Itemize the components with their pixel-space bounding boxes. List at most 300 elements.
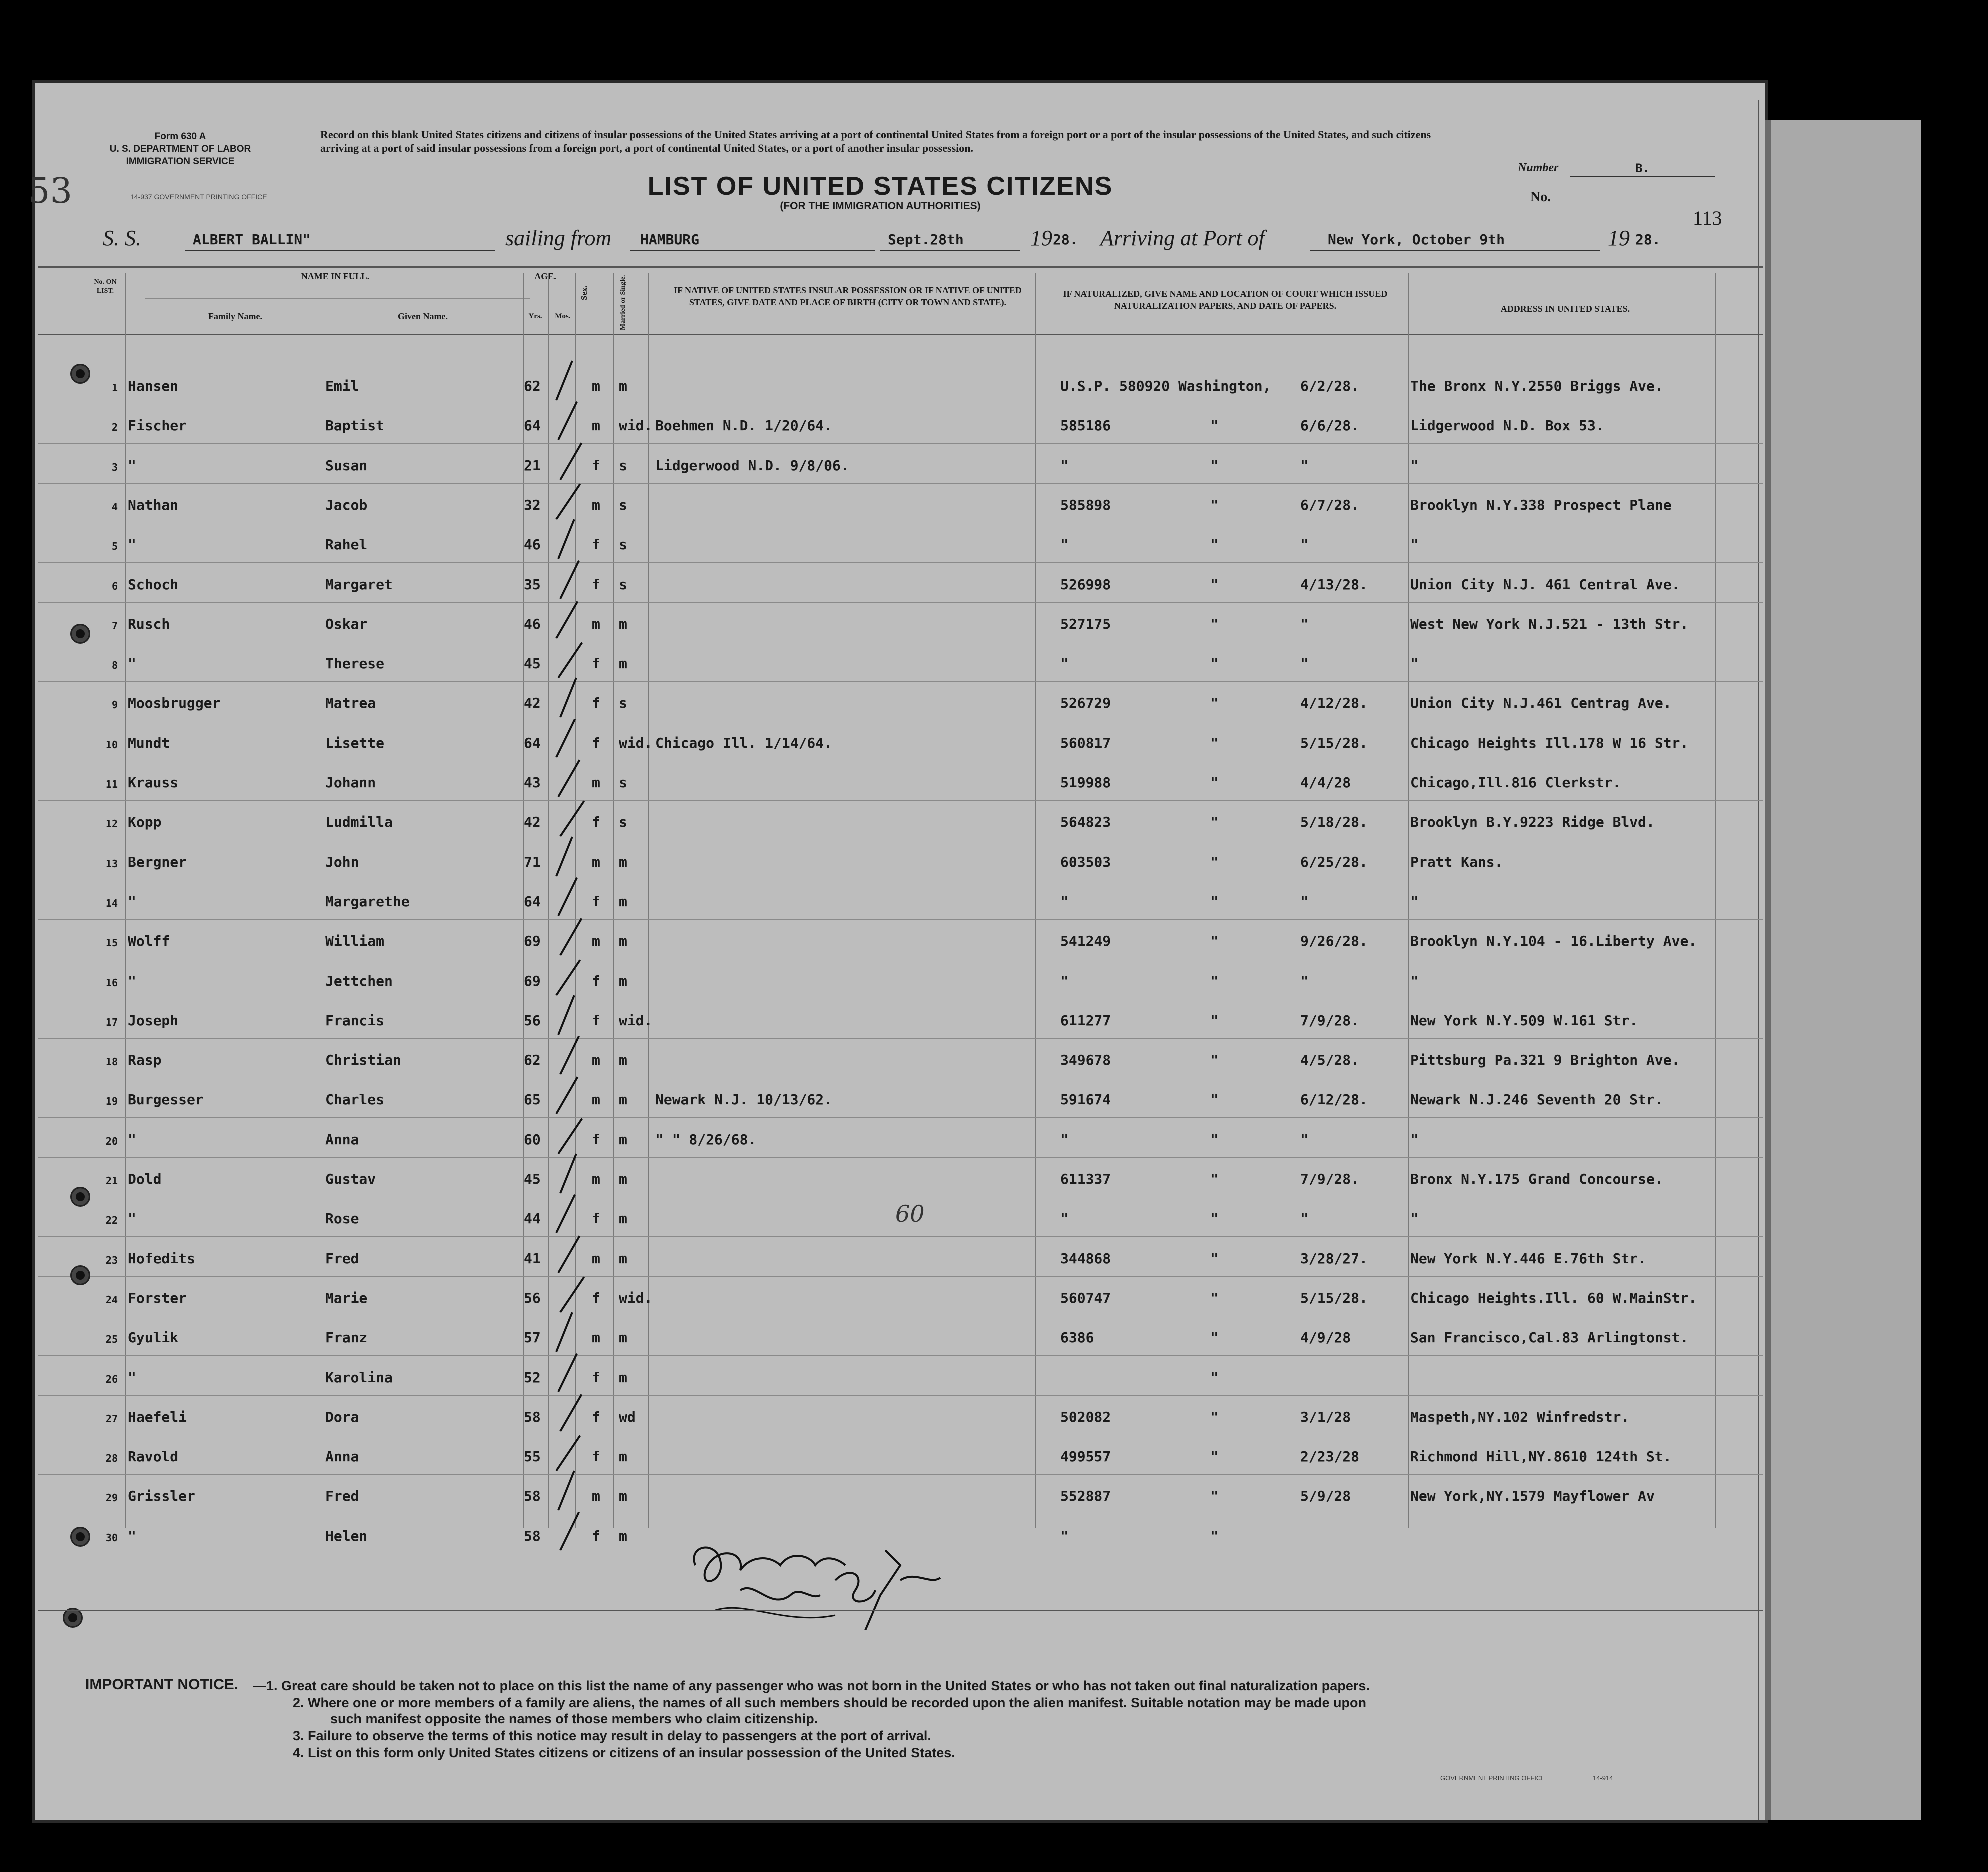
cell-family: Grissler (128, 1488, 195, 1505)
cell-nat-court: " (1210, 1250, 1219, 1267)
cell-nat-date: " (1300, 1131, 1309, 1148)
cell-nat-num: 611337 (1060, 1171, 1111, 1187)
cell-nat-court: " (1210, 774, 1219, 791)
cell-family: " (128, 457, 136, 474)
cell-ms: m (619, 972, 627, 989)
cell-address: West New York N.J.521 - 13th Str. (1410, 615, 1689, 632)
cell-given: Ludmilla (325, 814, 393, 831)
cell-sex: f (592, 1210, 600, 1227)
row-rule (38, 562, 1763, 563)
cell-family: Mundt (128, 734, 170, 751)
cell-given: Dora (325, 1408, 359, 1425)
header-family-name: Family Name. (208, 311, 262, 321)
cell-no: 16 (105, 976, 118, 989)
cell-no: 22 (105, 1214, 118, 1227)
cell-given: Therese (325, 655, 385, 672)
cell-nat-date: 4/4/28 (1300, 774, 1351, 791)
cell-given: Francis (325, 1012, 385, 1029)
cell-nat-court: " (1210, 1488, 1219, 1505)
cell-family: Burgesser (128, 1091, 204, 1108)
cell-family: Forster (128, 1289, 187, 1306)
cell-ms: m (619, 853, 627, 870)
port-to-rule (1310, 250, 1600, 251)
cell-family: Schoch (128, 576, 179, 593)
cell-no: 8 (111, 659, 118, 672)
cell-sex: m (592, 1171, 600, 1187)
cell-nat-court: " (1210, 1131, 1219, 1148)
cell-age: 56 (524, 1012, 541, 1029)
cell-ms: m (619, 1131, 627, 1148)
cell-no: 15 (105, 937, 118, 949)
cell-nat-court: " (1210, 655, 1219, 672)
row-rule (38, 483, 1763, 484)
row-rule (38, 1038, 1763, 1039)
cell-nat-date: " (1300, 893, 1309, 910)
cell-ms: s (619, 536, 627, 553)
cell-nat-date: " (1300, 615, 1309, 632)
notice-top-rule (38, 1610, 1763, 1611)
cell-no: 19 (105, 1095, 118, 1108)
cell-no: 30 (105, 1531, 118, 1544)
cell-age: 62 (524, 378, 541, 394)
cell-nat-court: " (1210, 695, 1219, 712)
col-rule (1408, 273, 1409, 1528)
port-from: HAMBURG (640, 231, 700, 248)
col-rule (1035, 273, 1036, 1528)
cell-nat-num: 526729 (1060, 695, 1111, 712)
cell-nat-court: " (1210, 457, 1219, 474)
cell-no: 6 (111, 580, 118, 592)
cell-address: Maspeth,NY.102 Winfredstr. (1410, 1408, 1630, 1425)
cell-nat-court: " (1210, 576, 1219, 593)
notice-item: —1. Great care should be taken not to place on this list the name of any passenger who was not born in the United States or who has not taken out final naturalization papers. (253, 1678, 1370, 1693)
sheet-right-rule (1758, 100, 1759, 1820)
cell-age: 44 (524, 1210, 541, 1227)
cell-nat-court: " (1210, 1171, 1219, 1187)
cell-given: Franz (325, 1329, 368, 1346)
cell-no: 12 (105, 818, 118, 830)
cell-family: " (128, 1369, 136, 1386)
cell-nat-date: 2/23/28 (1300, 1448, 1360, 1465)
cell-age: 58 (524, 1488, 541, 1505)
number-rule (1570, 176, 1715, 177)
cell-family: Rasp (128, 1052, 162, 1069)
cell-given: Susan (325, 457, 368, 474)
cell-age: 65 (524, 1091, 541, 1108)
cell-age: 45 (524, 655, 541, 672)
cell-nat-date: " (1300, 1210, 1309, 1227)
inspector-signature (685, 1535, 945, 1630)
cell-ms: m (619, 1250, 627, 1267)
cell-address: " (1410, 1131, 1419, 1148)
cell-no: 29 (105, 1492, 118, 1504)
cell-ms: m (619, 1369, 627, 1386)
cell-nat-date: 7/9/28. (1300, 1012, 1360, 1029)
cell-given: Anna (325, 1131, 359, 1148)
cell-nat-num: 349678 (1060, 1052, 1111, 1069)
cell-no: 18 (105, 1056, 118, 1068)
cell-given: Rose (325, 1210, 359, 1227)
cell-address: Pittsburg Pa.321 9 Brighton Ave. (1410, 1052, 1680, 1069)
cell-ms: s (619, 496, 627, 513)
col-rule (613, 273, 614, 1528)
cell-nat-date: 6/7/28. (1300, 496, 1360, 513)
number-value: B. (1635, 161, 1650, 175)
cell-age: 64 (524, 417, 541, 434)
cell-age: 57 (524, 1329, 541, 1346)
notice-item: 4. List on this form only United States citizens or citizens of an insular possession of the United States. (293, 1745, 955, 1760)
row-rule (38, 602, 1763, 603)
cell-no: 23 (105, 1254, 118, 1266)
ss-label: S. S. (103, 226, 141, 250)
year-from: 28. (1053, 231, 1078, 248)
cell-nat-date: 4/12/28. (1300, 695, 1368, 712)
cell-address: " (1410, 655, 1419, 672)
punch-hole (70, 1527, 90, 1547)
cell-given: Helen (325, 1527, 368, 1544)
cell-age: 35 (524, 576, 541, 593)
cell-sex: m (592, 1091, 600, 1108)
cell-no: 21 (105, 1175, 118, 1187)
cell-address: Union City N.J.461 Centrag Ave. (1410, 695, 1672, 712)
cell-nat-court: " (1210, 1369, 1219, 1386)
cell-no: 27 (105, 1412, 118, 1425)
date-from: Sept.28th (888, 231, 964, 248)
cell-ms: s (619, 774, 627, 791)
cell-nat-court: " (1210, 853, 1219, 870)
cell-family: Dold (128, 1171, 162, 1187)
cell-ms: wid. (619, 1289, 653, 1306)
cell-no: 1 (111, 382, 118, 394)
cell-no: 9 (111, 699, 118, 711)
cell-nat-date: 6/25/28. (1300, 853, 1368, 870)
cell-nat-num: " (1060, 1131, 1069, 1148)
punch-hole (70, 1187, 90, 1207)
cell-age: 64 (524, 734, 541, 751)
cell-sex: f (592, 655, 600, 672)
cell-address: Richmond Hill,NY.8610 124th St. (1410, 1448, 1672, 1465)
cell-ms: m (619, 1210, 627, 1227)
date-from-rule (880, 250, 1020, 251)
cell-address: San Francisco,Cal.83 Arlingtonst. (1410, 1329, 1689, 1346)
cell-family: Hofedits (128, 1250, 195, 1267)
no-label: No. (1530, 189, 1551, 205)
cell-given: Karolina (325, 1369, 393, 1386)
cell-ms: m (619, 378, 627, 394)
cell-age: 42 (524, 814, 541, 831)
punch-hole (70, 624, 90, 644)
cell-nat-num: 527175 (1060, 615, 1111, 632)
cell-ms: m (619, 1527, 627, 1544)
cell-address: Newark N.J.246 Seventh 20 Str. (1410, 1091, 1663, 1108)
cell-address: Bronx N.Y.175 Grand Concourse. (1410, 1171, 1663, 1187)
header-yrs: Yrs. (528, 312, 542, 320)
header-naturalized: IF NATURALIZED, GIVE NAME AND LOCATION OF COURT WHICH ISSUED NATURALIZATION PAPERS, AND DATE OF PAPERS. (1063, 289, 1388, 311)
cell-no: 20 (105, 1135, 118, 1147)
form-id-line: IMMIGRATION SERVICE (126, 156, 235, 167)
cell-given: Baptist (325, 417, 385, 434)
row-rule (38, 1276, 1763, 1277)
cell-nat-court: " (1210, 496, 1219, 513)
cell-address: Chicago Heights Ill.178 W 16 Str. (1410, 734, 1689, 751)
cell-ms: m (619, 893, 627, 910)
ship-rule (185, 250, 495, 251)
cell-no: 14 (105, 897, 118, 909)
cell-ms: s (619, 457, 627, 474)
cell-family: Nathan (128, 496, 179, 513)
cell-address: New York N.Y.509 W.161 Str. (1410, 1012, 1638, 1029)
cell-sex: f (592, 972, 600, 989)
cell-age: 69 (524, 933, 541, 950)
cell-nat-date: 4/5/28. (1300, 1052, 1360, 1069)
cell-nat-num: " (1060, 655, 1069, 672)
cell-address: Union City N.J. 461 Central Ave. (1410, 576, 1680, 593)
cell-given: Margaret (325, 576, 393, 593)
cell-nat-num: 519988 (1060, 774, 1111, 791)
cell-sex: m (592, 615, 600, 632)
cell-family: " (128, 1527, 136, 1544)
header-top-rule (38, 266, 1763, 268)
cell-nat-court: " (1210, 893, 1219, 910)
cell-given: Jettchen (325, 972, 393, 989)
year-prefix: 19 (1030, 226, 1052, 250)
cell-nat-num: 526998 (1060, 576, 1111, 593)
header-married-single: Married or Single. (619, 275, 627, 330)
cell-address: " (1410, 1210, 1419, 1227)
cell-family: " (128, 893, 136, 910)
cell-age: 58 (524, 1408, 541, 1425)
cell-no: 7 (111, 619, 118, 632)
cell-given: Anna (325, 1448, 359, 1465)
row-rule (38, 1117, 1763, 1118)
cell-family: " (128, 655, 136, 672)
header-given-name: Given Name. (398, 311, 448, 321)
cell-nat-num: 552887 (1060, 1488, 1111, 1505)
ship-name: ALBERT BALLIN" (193, 231, 311, 248)
cell-nat-date: 5/15/28. (1300, 734, 1368, 751)
header-address: ADDRESS IN UNITED STATES. (1500, 304, 1630, 314)
cell-ms: m (619, 1052, 627, 1069)
cell-nat-num: 585186 (1060, 417, 1111, 434)
cell-nat-date: 7/9/28. (1300, 1171, 1360, 1187)
cell-age: 64 (524, 893, 541, 910)
cell-no: 3 (111, 461, 118, 473)
corner-mark: 53 (28, 170, 73, 211)
header-bottom-rule (38, 334, 1763, 335)
row-rule (38, 1474, 1763, 1475)
header-age: AGE. (534, 271, 556, 281)
col-rule (1715, 273, 1716, 1528)
cell-ms: s (619, 576, 627, 593)
cell-age: 46 (524, 536, 541, 553)
cell-family: " (128, 536, 136, 553)
cell-given: Margarethe (325, 893, 410, 910)
cell-nat-court: " (1210, 1052, 1219, 1069)
punch-hole (70, 364, 90, 384)
cell-birth: Boehmen N.D. 1/20/64. (655, 417, 833, 434)
cell-address: Lidgerwood N.D. Box 53. (1410, 417, 1604, 434)
cell-nat-court: " (1210, 417, 1219, 434)
cell-nat-num: 591674 (1060, 1091, 1111, 1108)
cell-given: John (325, 853, 359, 870)
cell-sex: m (592, 496, 600, 513)
header-mos: Mos. (555, 312, 571, 320)
cell-ms: m (619, 1091, 627, 1108)
cell-ms: wd (619, 1408, 636, 1425)
cell-nat-num: 344868 (1060, 1250, 1111, 1267)
cell-nat-num: U.S.P. 580920 Washington, (1060, 378, 1271, 394)
cell-age: 69 (524, 972, 541, 989)
cell-family: Gyulik (128, 1329, 179, 1346)
year-prefix-2: 19 (1608, 226, 1630, 250)
pencil-tally: 60 (895, 1200, 925, 1227)
cell-ms: wid. (619, 417, 653, 434)
cell-given: Charles (325, 1091, 385, 1108)
cell-given: Rahel (325, 536, 368, 553)
cell-sex: f (592, 536, 600, 553)
cell-nat-num: 502082 (1060, 1408, 1111, 1425)
header-sex: Sex. (579, 285, 589, 300)
cell-family: Krauss (128, 774, 179, 791)
notice-item: 3. Failure to observe the terms of this notice may result in delay to passengers at the port of arrival. (293, 1728, 931, 1743)
cell-given: Matrea (325, 695, 376, 712)
cell-nat-date: 4/13/28. (1300, 576, 1368, 593)
cell-nat-court: " (1210, 734, 1219, 751)
cell-address: The Bronx N.Y.2550 Briggs Ave. (1410, 378, 1663, 394)
cell-age: 56 (524, 1289, 541, 1306)
cell-no: 13 (105, 857, 118, 870)
cell-age: 21 (524, 457, 541, 474)
row-rule (38, 919, 1763, 920)
cell-birth: Newark N.J. 10/13/62. (655, 1091, 833, 1108)
year-to: 28. (1635, 231, 1661, 248)
cell-ms: s (619, 695, 627, 712)
cell-age: 41 (524, 1250, 541, 1267)
punch-hole (70, 1265, 90, 1285)
notice-item: such manifest opposite the names of those members who claim citizenship. (330, 1711, 818, 1726)
cell-nat-court: " (1210, 536, 1219, 553)
row-rule (38, 681, 1763, 682)
cell-nat-date: " (1300, 655, 1309, 672)
notice-item: 2. Where one or more members of a family are aliens, the names of all such members should be recorded upon the alien manifest. Suitable notation may be made upon (293, 1695, 1367, 1710)
cell-no: 25 (105, 1333, 118, 1346)
cell-given: Emil (325, 378, 359, 394)
cell-age: 62 (524, 1052, 541, 1069)
cell-nat-date: 9/26/28. (1300, 933, 1368, 950)
cell-sex: m (592, 933, 600, 950)
col-rule (125, 273, 126, 1528)
header-no-on-list: No. ON LIST. (94, 278, 117, 295)
arriving-label: Arriving at Port of (1100, 226, 1265, 250)
cell-family: " (128, 1210, 136, 1227)
cell-age: 42 (524, 695, 541, 712)
cell-nat-court: " (1210, 1527, 1219, 1544)
cell-ms: m (619, 1488, 627, 1505)
cell-sex: m (592, 1052, 600, 1069)
row-rule (38, 1395, 1763, 1396)
cell-family: Bergner (128, 853, 187, 870)
cell-nat-date: " (1300, 536, 1309, 553)
cell-family: Fischer (128, 417, 187, 434)
row-rule (38, 1236, 1763, 1237)
cell-address: Chicago Heights.Ill. 60 W.MainStr. (1410, 1289, 1697, 1306)
cell-ms: m (619, 1448, 627, 1465)
cell-sex: m (592, 378, 600, 394)
cell-no: 17 (105, 1016, 118, 1028)
header-name-in-full: NAME IN FULL. (301, 271, 370, 281)
cell-ms: m (619, 933, 627, 950)
cell-sex: m (592, 1488, 600, 1505)
cell-family: " (128, 972, 136, 989)
form-identifier (80, 130, 280, 168)
row-rule (38, 443, 1763, 444)
cell-nat-date: 5/18/28. (1300, 814, 1368, 831)
cell-family: Kopp (128, 814, 162, 831)
cell-nat-date: " (1300, 457, 1309, 474)
cell-address: New York N.Y.446 E.76th Str. (1410, 1250, 1647, 1267)
cell-nat-court: " (1210, 972, 1219, 989)
cell-given: Lisette (325, 734, 385, 751)
cell-nat-date: 5/15/28. (1300, 1289, 1368, 1306)
cell-nat-num: " (1060, 1527, 1069, 1544)
cell-family: Haefeli (128, 1408, 187, 1425)
cell-nat-num: 499557 (1060, 1448, 1111, 1465)
cell-family: Hansen (128, 378, 179, 394)
cell-nat-court: " (1210, 1091, 1219, 1108)
cell-family: Ravold (128, 1448, 179, 1465)
cell-age: 55 (524, 1448, 541, 1465)
cell-family: Wolff (128, 933, 170, 950)
cell-nat-num: 603503 (1060, 853, 1111, 870)
row-rule (38, 1157, 1763, 1158)
cell-no: 5 (111, 540, 118, 553)
cell-nat-court: " (1210, 615, 1219, 632)
port-from-rule (630, 250, 875, 251)
cell-sex: f (592, 1289, 600, 1306)
cell-ms: m (619, 655, 627, 672)
cell-sex: f (592, 1448, 600, 1465)
cell-nat-court: " (1210, 1289, 1219, 1306)
cell-birth: " " 8/26/68. (655, 1131, 757, 1148)
cell-nat-num: " (1060, 972, 1069, 989)
cell-nat-num: 560747 (1060, 1289, 1111, 1306)
cell-sex: m (592, 774, 600, 791)
cell-family: Joseph (128, 1012, 179, 1029)
cell-no: 10 (105, 738, 118, 751)
cell-nat-court: " (1210, 1408, 1219, 1425)
notice-heading: IMPORTANT NOTICE. (85, 1676, 239, 1693)
gpo-footer-code: 14-914 (1593, 1774, 1613, 1782)
cell-sex: f (592, 1131, 600, 1148)
cell-address: " (1410, 972, 1419, 989)
cell-ms: wid. (619, 734, 653, 751)
cell-address: Pratt Kans. (1410, 853, 1503, 870)
row-rule (38, 800, 1763, 801)
sailing-label: sailing from (505, 226, 612, 250)
cell-nat-date: 4/9/28 (1300, 1329, 1351, 1346)
cell-family: Rusch (128, 615, 170, 632)
header-native-birth: IF NATIVE OF UNITED STATES INSULAR POSSESSION OR IF NATIVE OF UNITED STATES, GIVE DATE AND PLACE OF BIRTH (CITY OR TOWN AND STATE). (674, 285, 1022, 307)
cell-given: William (325, 933, 385, 950)
cell-sex: f (592, 576, 600, 593)
cell-age: 46 (524, 615, 541, 632)
cell-nat-date: 3/28/27. (1300, 1250, 1368, 1267)
cell-ms: s (619, 814, 627, 831)
cell-sex: f (592, 814, 600, 831)
cell-nat-court: " (1210, 1448, 1219, 1465)
page-number: 113 (1693, 207, 1722, 229)
cell-address: Brooklyn N.Y.104 - 16.Liberty Ave. (1410, 933, 1697, 950)
